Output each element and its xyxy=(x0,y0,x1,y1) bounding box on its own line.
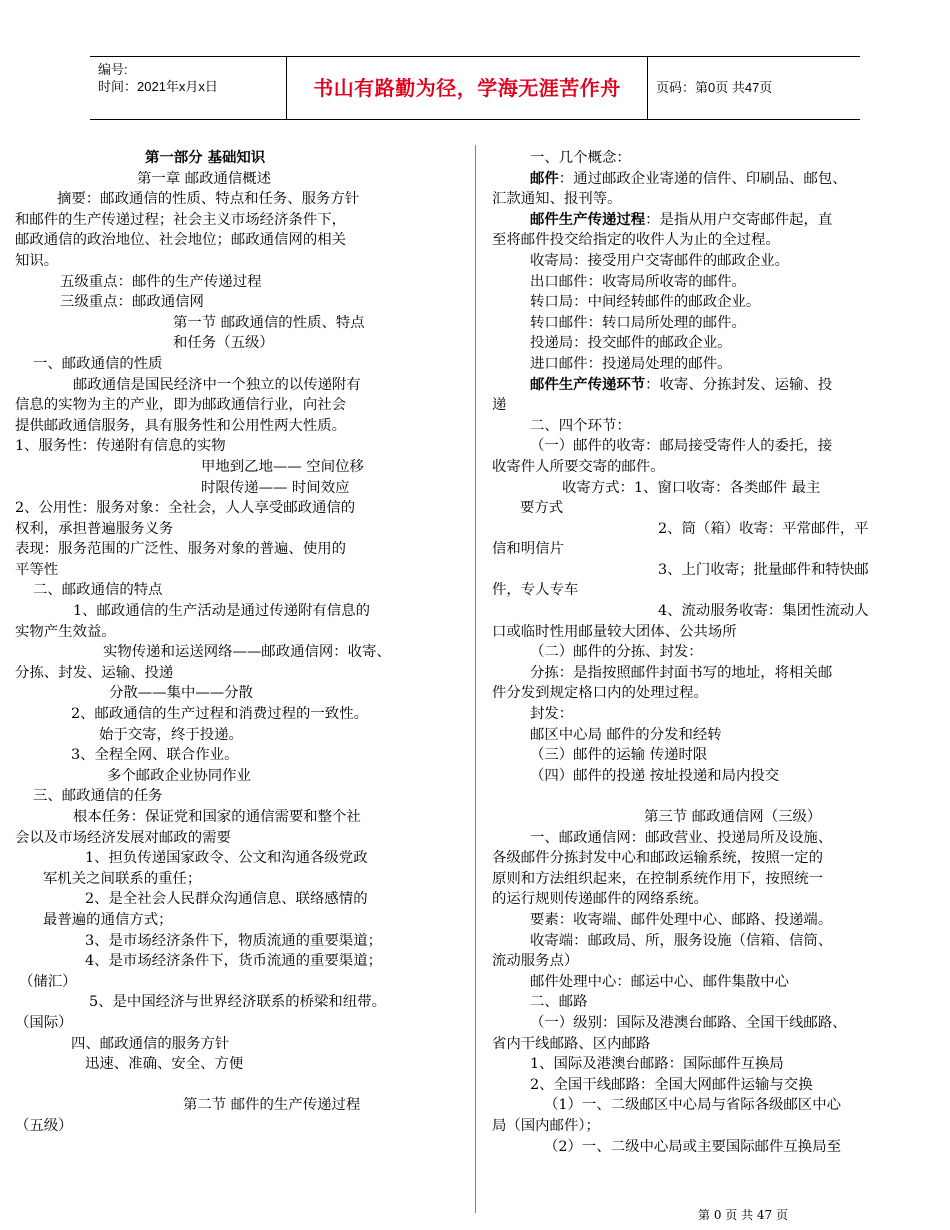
text-line: 2、邮政通信的生产过程和消费过程的一致性。 xyxy=(71,706,368,723)
text-line: 一、邮政通信的性质 xyxy=(33,355,163,372)
text-line: 4、流动服务收寄：集团性流动人 xyxy=(658,603,869,620)
text-line: 各级邮件分拣封发中心和邮政运输系统，按照一定的 xyxy=(492,850,823,867)
text-line: （一）邮件的收寄：邮局接受寄件人的委托，接 xyxy=(530,438,833,455)
text-line: 信息的实物为主的产业，即为邮政通信行业，向社会 xyxy=(15,397,346,414)
text-line: 根本任务：保证党和国家的通信需要和整个社 xyxy=(73,809,361,825)
text-line: 局（国内邮件）； xyxy=(492,1117,600,1134)
left-column xyxy=(15,148,459,1137)
text-line: 和邮件的生产传递过程；社会主义市场经济条件下， xyxy=(15,211,346,228)
text-line: 三、邮政通信的任务 xyxy=(33,788,163,805)
column-divider xyxy=(475,145,476,1213)
text-line: 第三节 邮政通信网（三级） xyxy=(644,809,822,825)
text-line: （三）邮件的运输 传递时限 xyxy=(530,747,708,764)
text-line: 第一部分 基础知识 xyxy=(145,149,266,166)
text-line: 邮件生产传递过程：是指从用户交寄邮件起，直 xyxy=(530,210,833,228)
text-line: 收寄方式：1、窗口收寄：各类邮件 最主 xyxy=(562,479,821,496)
text-line: 投递局：投交邮件的邮政企业。 xyxy=(530,335,732,352)
text-line: 二、邮政通信的特点 xyxy=(33,582,163,599)
text-line: 1、邮政通信的生产活动是通过传递附有信息的 xyxy=(73,603,370,620)
text-line: 件分发到规定格口内的处理过程。 xyxy=(492,685,708,702)
text-line: 4、是市场经济条件下，货币流通的重要渠道； xyxy=(85,953,382,970)
text-line xyxy=(15,1075,459,1096)
text-line: 第一节 邮政通信的性质、特点 xyxy=(173,314,365,331)
text-line: 和任务（五级） xyxy=(173,335,274,352)
page-header xyxy=(90,56,860,120)
text-line: （储汇） xyxy=(19,973,77,990)
text-line: 第一章 邮政通信概述 xyxy=(137,170,272,187)
text-line: 3、上门收寄；批量邮件和特快邮 xyxy=(658,561,869,578)
text-line: 收寄局：接受用户交寄邮件的邮政企业。 xyxy=(530,252,790,269)
text-line: 2、全国干线邮路：全国大网邮件运输与交换 xyxy=(530,1076,813,1093)
text-line: 实物传递和运送网络——邮政通信网：收寄、 xyxy=(103,644,391,661)
text-line: 1、国际及港澳台邮路：国际邮件互换局 xyxy=(530,1056,784,1073)
text-line: 流动服务点） xyxy=(492,953,579,970)
text-line: （二）邮件的分拣、封发： xyxy=(530,644,703,661)
text-line: （国际） xyxy=(15,1014,73,1031)
document-number-label: 编号: xyxy=(98,62,128,77)
text-line: 2、公用性：服务对象：全社会，人人享受邮政通信的 xyxy=(15,500,356,517)
text-line: 平等性 xyxy=(15,561,59,578)
text-line: 要素：收寄端、邮件处理中心、邮路、投递端。 xyxy=(530,911,833,928)
text-line: 一、几个概念： xyxy=(530,150,631,166)
text-line: 知识。 xyxy=(15,252,59,269)
text-line: 汇款通知、报刊等。 xyxy=(492,191,622,208)
text-line: 一、邮政通信网：邮政营业、投递局所及设施、 xyxy=(530,829,833,846)
text-line: 收寄端：邮政局、所，服务设施（信箱、信筒、 xyxy=(530,932,833,949)
text-line: 3、全程全网、联合作业。 xyxy=(71,747,239,764)
text-line: 四、邮政通信的服务方针 xyxy=(71,1035,230,1052)
text-line: 转口局：中间经转邮件的邮政企业。 xyxy=(530,294,761,311)
text-line: 邮区中心局 邮件的分发和经转 xyxy=(530,726,722,743)
text-line: （四）邮件的投递 按址投递和局内投交 xyxy=(530,767,780,784)
text-line: 1、担负传递国家政令、公文和沟通各级党政 xyxy=(85,850,368,867)
text-line: 二、邮路 xyxy=(530,994,588,1011)
text-line: 军机关之间联系的重任； xyxy=(43,870,202,887)
text-line: 省内干线邮路、区内邮路 xyxy=(492,1035,651,1052)
text-line: 分拣、封发、运输、投递 xyxy=(15,664,174,681)
document-time-label: 时间：2021年x月x日 xyxy=(98,79,218,94)
text-line: 权利，承担普遍服务义务 xyxy=(15,520,174,537)
text-line: （五级） xyxy=(15,1117,73,1134)
text-line: 进口邮件：投递局处理的邮件。 xyxy=(530,355,732,372)
text-line: 2、筒（箱）收寄：平常邮件，平 xyxy=(658,520,869,537)
text-line: 分散——集中——分散 xyxy=(109,685,253,702)
text-line: 2、是全社会人民群众沟通信息、联络感情的 xyxy=(85,891,368,908)
right-column xyxy=(492,148,944,1157)
page-footer: 第 0 页 共 47 页 xyxy=(698,1208,788,1222)
text-line: 1、服务性：传递附有信息的实物 xyxy=(15,438,226,455)
text-line: 二、四个环节： xyxy=(530,417,631,434)
text-line: 5、是中国经济与世界经济联系的桥梁和纽带。 xyxy=(89,994,386,1011)
text-line: 表现：服务范围的广泛性、服务对象的普遍、使用的 xyxy=(15,541,346,558)
text-line: 3、是市场经济条件下，物质流通的重要渠道； xyxy=(85,932,382,949)
text-line: （1）一、二级邮区中心局与省际各级邮区中心 xyxy=(544,1097,841,1114)
text-line: （一）级别：国际及港澳台邮路、全国干线邮路、 xyxy=(530,1014,847,1031)
text-line: 邮政通信的政治地位、社会地位；邮政通信网的相关 xyxy=(15,232,346,249)
text-line: 邮件处理中心：邮运中心、邮件集散中心 xyxy=(530,973,790,990)
text-line: 至将邮件投交给指定的收件人为止的全过程。 xyxy=(492,232,780,249)
text-line: 五级重点：邮件的生产传递过程 xyxy=(60,273,262,290)
text-line: 出口邮件：收寄局所收寄的邮件。 xyxy=(530,273,746,290)
text-line: 信和明信片 xyxy=(492,541,564,558)
text-line: 提供邮政通信服务，具有服务性和公用性两大性质。 xyxy=(15,417,346,434)
text-line: 会以及市场经济发展对邮政的需要 xyxy=(15,829,231,846)
text-line: 最普遍的通信方式； xyxy=(43,911,173,928)
text-line: 要方式 xyxy=(520,500,564,517)
header-motto: 书山有路勤为径，学海无涯苦作舟 xyxy=(286,57,648,119)
text-line: 摘要：邮政通信的性质、特点和任务、服务方针 xyxy=(57,191,360,208)
text-line: 邮件生产传递环节：收寄、分拣封发、运输、投 xyxy=(530,375,833,393)
text-line: 实物产生效益。 xyxy=(15,623,116,640)
text-line: 封发： xyxy=(530,706,574,723)
text-line: 递 xyxy=(492,397,507,414)
text-line: 邮政通信是国民经济中一个独立的以传递附有 xyxy=(73,376,361,393)
text-line: 件，专人专车 xyxy=(492,582,579,599)
text-line: 原则和方法组织起来，在控制系统作用下，按照统一 xyxy=(492,870,823,887)
text-line: 迅速、准确、安全、方便 xyxy=(85,1056,244,1073)
header-page-count: 页码：第0页 共47页 xyxy=(656,80,773,95)
text-line: 收寄件人所要交寄的邮件。 xyxy=(492,458,665,475)
text-line: 甲地到乙地—— 空间位移 xyxy=(201,458,364,475)
text-line: 邮件：通过邮政企业寄递的信件、印刷品、邮包、 xyxy=(530,169,847,187)
text-line: 口或临时性用邮量较大团体、公共场所 xyxy=(492,623,737,640)
text-line: 三级重点：邮政通信网 xyxy=(60,294,204,311)
text-line: 第二节 邮件的生产传递过程 xyxy=(183,1097,361,1114)
text-line: 分拣：是指按照邮件封面书写的地址，将相关邮 xyxy=(530,664,833,681)
text-line: （2）一、二级中心局或主要国际邮件互换局至 xyxy=(544,1138,841,1155)
header-meta xyxy=(90,57,286,119)
text-line: 的运行规则传递邮件的网络系统。 xyxy=(492,891,708,908)
text-line: 时限传递—— 时间效应 xyxy=(201,479,350,496)
text-line: 始于交寄，终于投递。 xyxy=(99,726,243,743)
text-line: 转口邮件：转口局所处理的邮件。 xyxy=(530,314,746,331)
text-line: 多个邮政企业协同作业 xyxy=(107,767,251,784)
text-line xyxy=(492,786,944,807)
